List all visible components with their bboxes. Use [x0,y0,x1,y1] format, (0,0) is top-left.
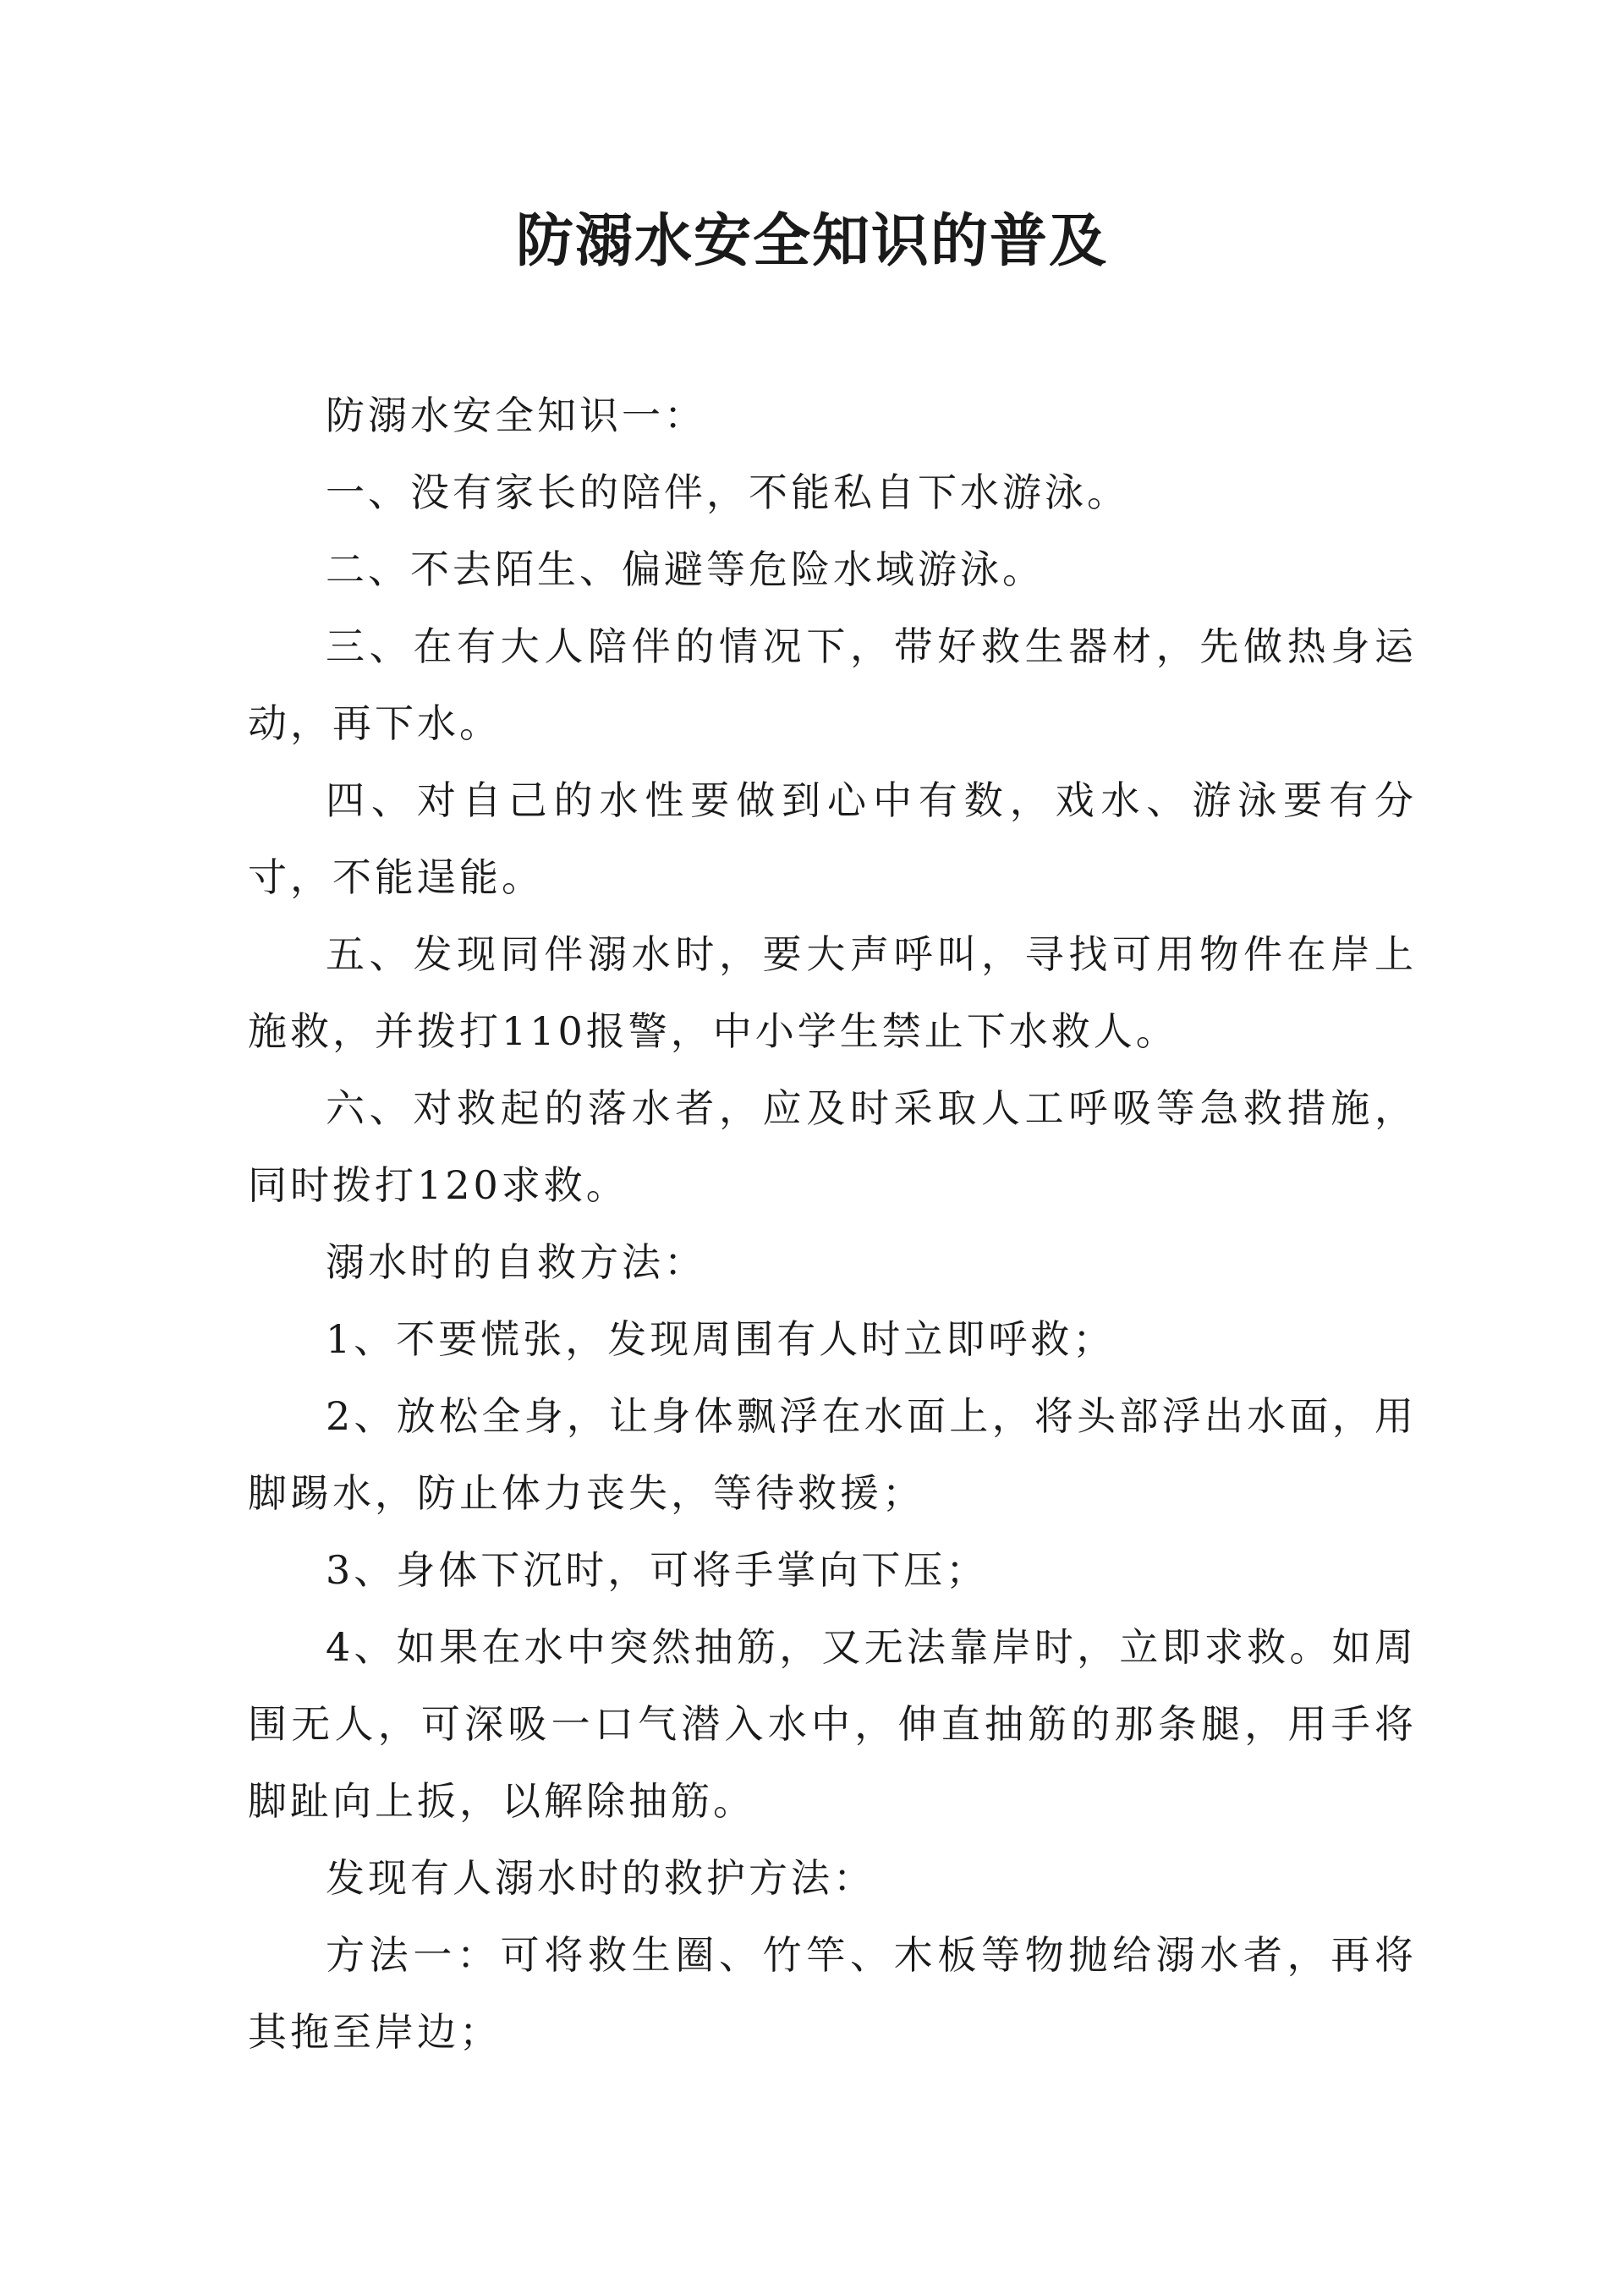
section-heading-rescue-methods: 发现有人溺水时的救护方法： [326,1855,875,1901]
section-heading-self-rescue: 溺水时的自救方法： [326,1239,706,1285]
self-rescue-item-2: 2、放松全身，让身体飘浮在水面上，将头部浮出水面，用脚踢水，防止体力丧失，等待救援； [248,1393,1417,1516]
self-rescue-item-3: 3、身体下沉时，可将手掌向下压； [326,1547,989,1593]
rule-item-1: 一、没有家长的陪伴，不能私自下水游泳。 [326,469,1129,515]
self-rescue-item-4: 4、如果在水中突然抽筋，又无法靠岸时，立即求救。如周围无人，可深吸一口气潜入水中，伸直抽筋的那条腿，用手将脚趾向上扳，以解除抽筋。 [248,1624,1417,1824]
section-heading-safety-knowledge: 防溺水安全知识一： [326,393,706,438]
self-rescue-item-1: 1、不要慌张，发现周围有人时立即呼救； [326,1316,1116,1362]
document-body [248,377,1417,2071]
rule-item-6: 六、对救起的落水者，应及时采取人工呼吸等急救措施，同时拨打120求救。 [248,1085,1417,1208]
document-title: 防溺水安全知识的普及 [515,208,1108,275]
rule-item-4: 四、对自己的水性要做到心中有数，戏水、游泳要有分寸，不能逞能。 [248,777,1417,900]
rescue-method-1: 方法一：可将救生圈、竹竿、木板等物抛给溺水者，再将其拖至岸边； [248,1932,1417,2055]
rule-item-3: 三、在有大人陪伴的情况下，带好救生器材，先做热身运动，再下水。 [248,623,1417,746]
rule-item-2: 二、不去陌生、偏避等危险水域游泳。 [326,546,1045,592]
rule-item-5: 五、发现同伴溺水时，要大声呼叫，寻找可用物件在岸上施救，并拨打110报警，中小学生禁止下水救人。 [248,931,1417,1054]
